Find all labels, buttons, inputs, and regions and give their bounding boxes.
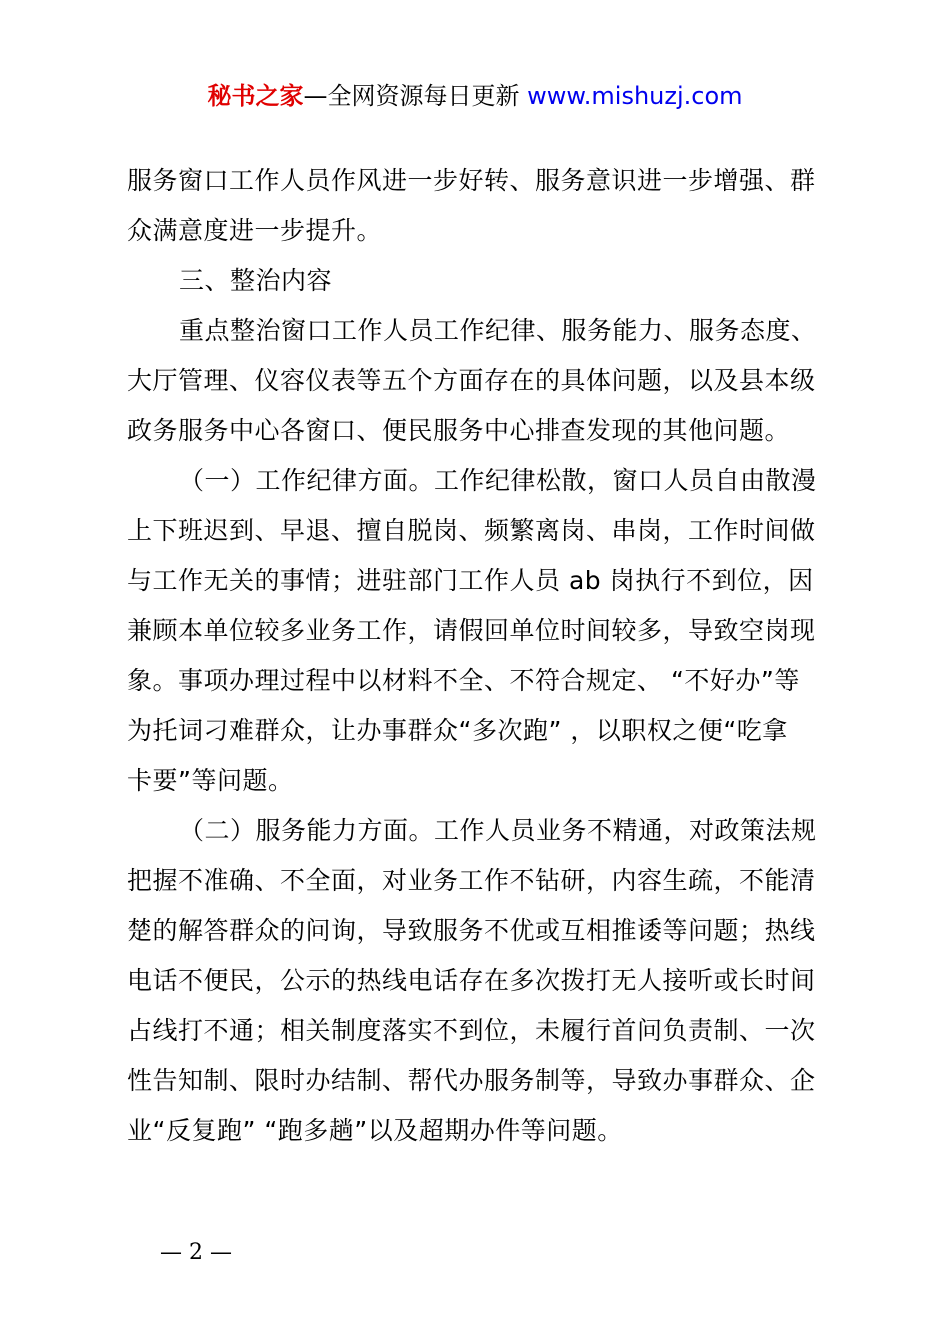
- text-line: （一）工作纪律方面。工作纪律松散，窗口人员自由散漫: [179, 466, 817, 495]
- site-header: [0, 80, 950, 112]
- text-line: 业“反复跑” “跑多趟”以及超期办件等问题。: [127, 1116, 623, 1145]
- text-line: 兼顾本单位较多业务工作，请假回单位时间较多，导致空岗现: [127, 616, 816, 645]
- text-line: 三、整治内容: [179, 266, 333, 295]
- site-url-link[interactable]: www.mishuzj.com: [527, 82, 743, 110]
- text-line: 卡要”等问题。: [127, 766, 294, 795]
- header-tagline: —全网资源每日更新: [303, 82, 520, 110]
- text-line: 重点整治窗口工作人员工作纪律、服务能力、服务态度、: [179, 316, 817, 345]
- text-line: 性告知制、限时办结制、帮代办服务制等，导致办事群众、企: [127, 1066, 816, 1095]
- text-line: 把握不准确、不全面，对业务工作不钻研，内容生疏，不能清: [127, 866, 816, 895]
- text-line: 众满意度进一步提升。: [127, 216, 383, 245]
- text-line: 楚的解答群众的问询，导致服务不优或互相推诿等问题；热线: [127, 916, 816, 945]
- text-line: 占线打不通；相关制度落实不到位，未履行首问负责制、一次: [127, 1016, 816, 1045]
- text-line: （二）服务能力方面。工作人员业务不精通，对政策法规: [179, 816, 817, 845]
- text-line: 为托词刁难群众，让办事群众“多次跑” ，以职权之便“吃拿: [127, 716, 788, 745]
- document-body: [127, 156, 833, 1156]
- brand-name: 秘书之家: [207, 82, 304, 110]
- text-line: 象。事项办理过程中以材料不全、不符合规定、 “不好办”等: [127, 666, 800, 695]
- text-line: 电话不便民，公示的热线电话存在多次拨打无人接听或长时间: [127, 966, 816, 995]
- page-number: — 2 —: [160, 1240, 232, 1265]
- text-line: 上下班迟到、早退、擅自脱岗、频繁离岗、串岗，工作时间做: [127, 516, 816, 545]
- text-line: 大厅管理、仪容仪表等五个方面存在的具体问题，以及县本级: [127, 366, 816, 395]
- text-line: 服务窗口工作人员作风进一步好转、服务意识进一步增强、群: [127, 166, 816, 195]
- text-line: 政务服务中心各窗口、便民服务中心排查发现的其他问题。: [127, 416, 791, 445]
- text-line: 与工作无关的事情；进驻部门工作人员 ab 岗执行不到位，因: [127, 566, 814, 595]
